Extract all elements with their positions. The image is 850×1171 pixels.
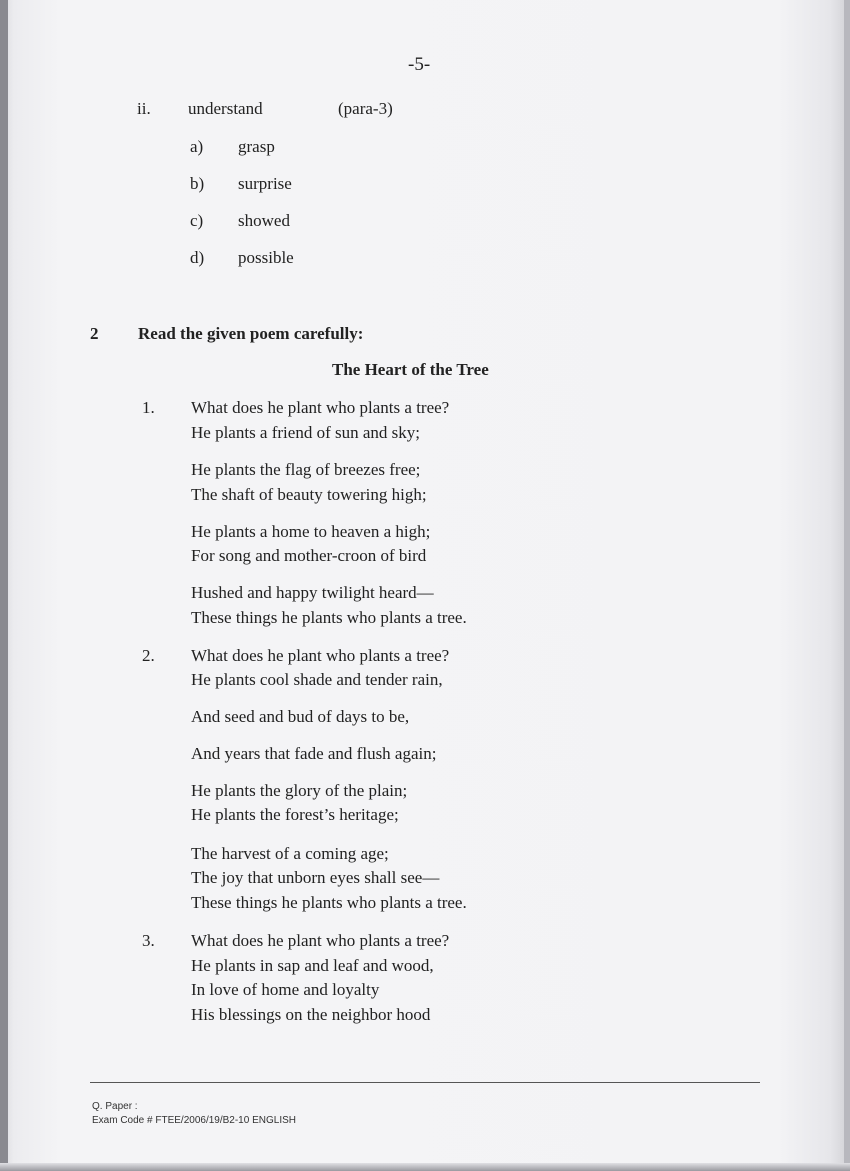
subquestion-word: understand bbox=[188, 99, 263, 118]
footer-paper-label: Q. Paper : bbox=[92, 1101, 138, 1112]
footer-exam-code: Exam Code # FTEE/2006/19/B2-10 ENGLISH bbox=[92, 1115, 296, 1126]
page-right-edge bbox=[844, 0, 850, 1171]
question-instruction: Read the given poem carefully: bbox=[138, 324, 364, 343]
page-bottom-edge bbox=[0, 1163, 850, 1171]
poem-line: Hushed and happy twilight heard— bbox=[191, 583, 434, 602]
poem-line: He plants in sap and leaf and wood, bbox=[191, 956, 434, 975]
poem-line: In love of home and loyalty bbox=[191, 980, 380, 999]
option-text: surprise bbox=[238, 174, 292, 193]
option-letter: b) bbox=[190, 174, 205, 193]
poem-line: He plants a friend of sun and sky; bbox=[191, 423, 420, 442]
option-text: showed bbox=[238, 211, 290, 230]
poem-title: The Heart of the Tree bbox=[332, 360, 489, 379]
poem-line: He plants the forest’s heritage; bbox=[191, 805, 399, 824]
page-left-edge bbox=[0, 0, 8, 1171]
poem-line: He plants the glory of the plain; bbox=[191, 781, 408, 800]
poem-line: And seed and bud of days to be, bbox=[191, 707, 410, 726]
poem-line: What does he plant who plants a tree? bbox=[191, 931, 450, 950]
poem-line: The harvest of a coming age; bbox=[191, 844, 389, 863]
subquestion-number: ii. bbox=[137, 99, 151, 118]
stanza-number: 1. bbox=[142, 398, 155, 417]
subquestion-reference: (para-3) bbox=[338, 99, 393, 118]
stanza-number: 3. bbox=[142, 931, 155, 950]
poem-line: And years that fade and flush again; bbox=[191, 744, 437, 763]
option-letter: c) bbox=[190, 211, 204, 230]
option-text: possible bbox=[238, 248, 294, 267]
footer-divider bbox=[90, 1082, 760, 1083]
option-text: grasp bbox=[238, 137, 275, 156]
poem-line: His blessings on the neighbor hood bbox=[191, 1005, 431, 1024]
poem-line: For song and mother-croon of bird bbox=[191, 546, 427, 565]
poem-line: He plants the flag of breezes free; bbox=[191, 460, 421, 479]
stanza-number: 2. bbox=[142, 646, 155, 665]
poem-line: He plants cool shade and tender rain, bbox=[191, 670, 443, 689]
option-letter: a) bbox=[190, 137, 204, 156]
poem-line: These things he plants who plants a tree. bbox=[191, 893, 467, 912]
poem-line: What does he plant who plants a tree? bbox=[191, 398, 450, 417]
poem-line: The joy that unborn eyes shall see— bbox=[191, 868, 440, 887]
poem-line: These things he plants who plants a tree. bbox=[191, 608, 467, 627]
option-letter: d) bbox=[190, 248, 205, 267]
poem-line: What does he plant who plants a tree? bbox=[191, 646, 450, 665]
question-number: 2 bbox=[90, 324, 99, 343]
poem-line: The shaft of beauty towering high; bbox=[191, 485, 427, 504]
poem-line: He plants a home to heaven a high; bbox=[191, 522, 431, 541]
page-number: -5- bbox=[408, 54, 431, 75]
